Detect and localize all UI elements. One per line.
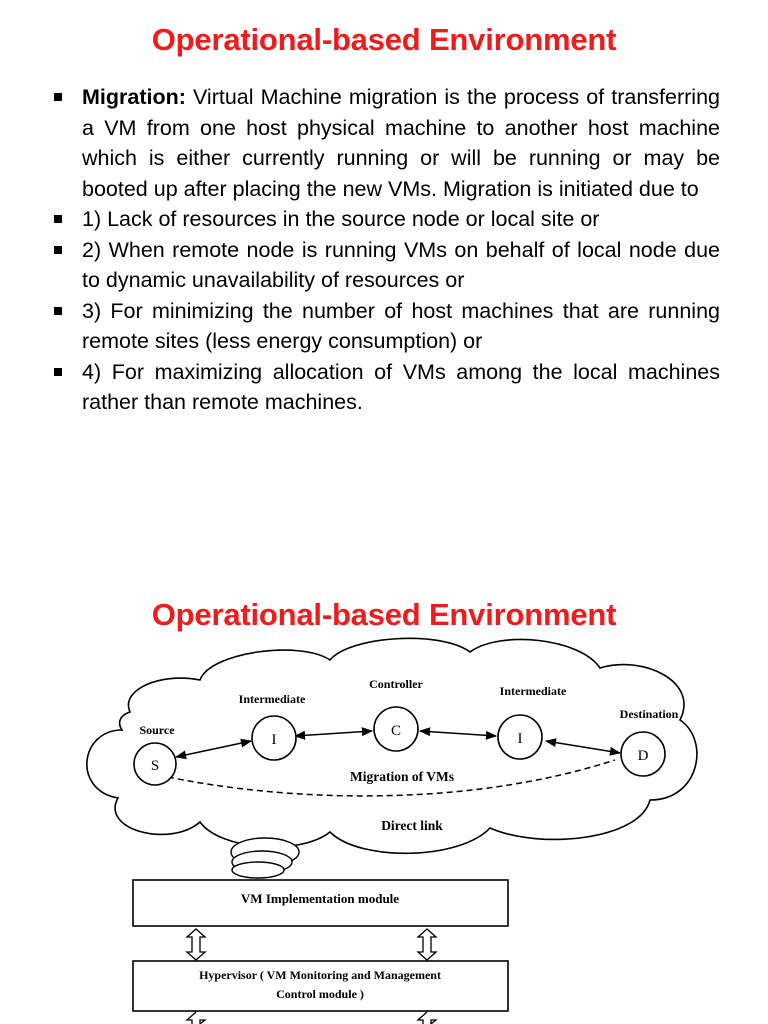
list-item xyxy=(50,357,720,418)
migration-diagram xyxy=(0,630,768,1024)
double-arrow-icon xyxy=(187,929,205,960)
node-controller xyxy=(374,707,418,751)
implementation-module-label: VM Implementation module xyxy=(240,891,400,906)
list-item xyxy=(50,235,720,296)
list-item xyxy=(50,204,720,235)
bullet-text: 1) Lack of resources in the source node or local site or xyxy=(82,207,600,231)
arrow-stub xyxy=(418,1012,436,1024)
bullet-text: 4) For maximizing allocation of VMs among the local machines rather than remote machines. xyxy=(82,359,720,414)
arrow-stub xyxy=(187,1012,205,1024)
migration-label: Migration of VMs xyxy=(350,769,454,784)
direct-link-label: Direct link xyxy=(381,818,443,833)
node-label-destination: Destination xyxy=(619,707,679,721)
node-intermediate xyxy=(252,716,296,760)
node-intermediate xyxy=(498,715,542,759)
node-source xyxy=(134,743,176,785)
bullet-square-icon xyxy=(54,368,62,376)
node-label-source: Source xyxy=(139,723,175,737)
node-letter: C xyxy=(390,723,402,739)
bullet-square-icon xyxy=(54,93,62,101)
hypervisor-label: Hypervisor ( VM Monitoring and Management xyxy=(199,968,441,982)
node-letter: I xyxy=(517,731,523,747)
node-letter: I xyxy=(271,732,277,748)
list-item xyxy=(50,296,720,357)
slide-title: Operational-based Environment xyxy=(151,22,617,57)
node-destination xyxy=(621,732,665,776)
hypervisor-label: Control module ) xyxy=(276,987,364,1001)
bullet-lead: Migration: xyxy=(82,85,186,109)
node-label-intermediate: Intermediate xyxy=(238,692,306,706)
double-arrow-icon xyxy=(418,929,436,960)
bullet-text: 2) When remote node is running VMs on behalf of local node due to dynamic unavailability of resources or xyxy=(82,237,720,292)
node-label-controller: Controller xyxy=(369,677,423,691)
list-item xyxy=(50,82,720,204)
node-letter: S xyxy=(150,758,160,774)
connector-bubble xyxy=(232,862,284,878)
slide-title: Operational-based Environment xyxy=(151,597,617,632)
bullet-square-icon xyxy=(54,307,62,315)
bullet-text: Virtual Machine migration is the process of transferring a VM from one host physical machine to another host machine which is either currently running or will be running or may be booted up after placing the new VMs. Migration is initiated due to xyxy=(82,85,720,201)
bullet-square-icon xyxy=(54,215,62,223)
node-label-intermediate: Intermediate xyxy=(499,684,567,698)
bullet-list xyxy=(50,82,720,418)
bullet-text: 3) For minimizing the number of host machines that are running remote sites (less energy consumption) or xyxy=(82,298,720,353)
node-letter: D xyxy=(637,748,649,764)
bullet-square-icon xyxy=(54,246,62,254)
